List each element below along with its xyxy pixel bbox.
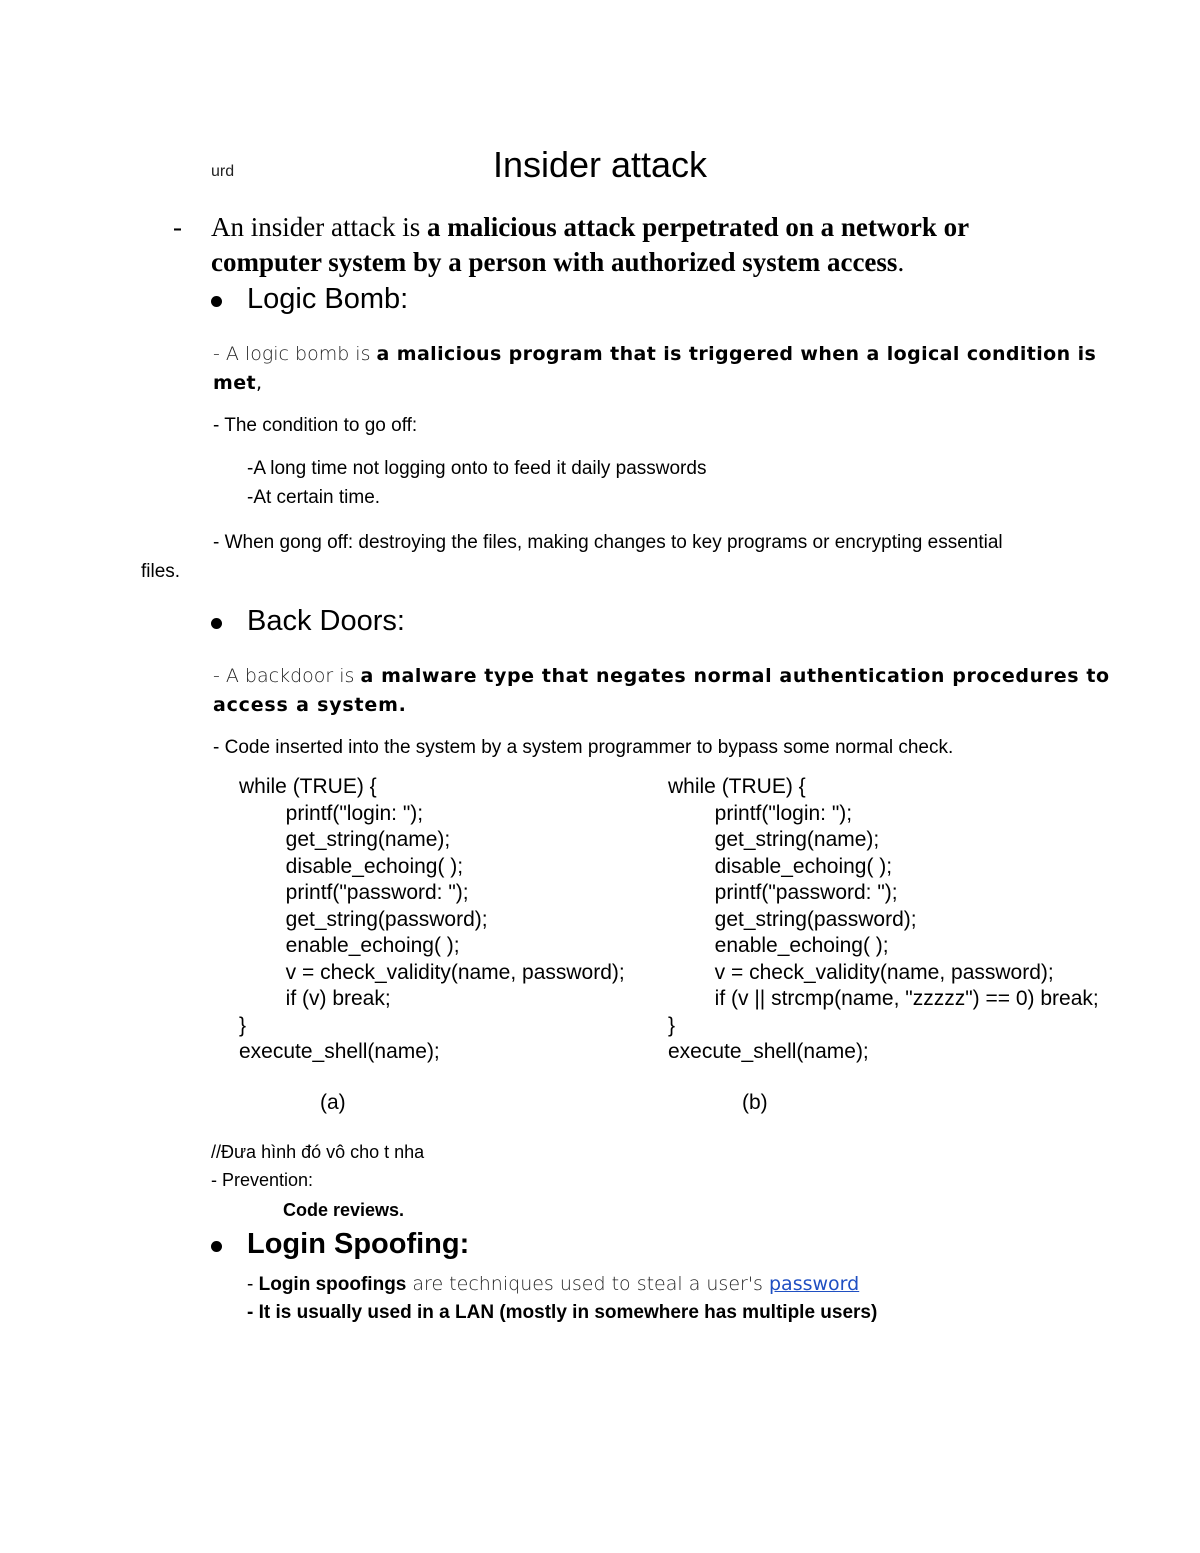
prevention-item: Code reviews. bbox=[283, 1200, 405, 1220]
code-line: printf("password: "); bbox=[239, 881, 469, 904]
logic-bomb-def-bold-2: met bbox=[213, 372, 256, 394]
when-line-2: files. bbox=[141, 561, 181, 582]
header-mark: urd bbox=[211, 163, 235, 180]
logic-bomb-def-line-2 bbox=[213, 372, 262, 394]
code-note: - Code inserted into the system by a system programmer to bypass some normal check. bbox=[213, 737, 954, 758]
code-line: get_string(name); bbox=[668, 828, 880, 851]
login-dash: - bbox=[247, 1274, 259, 1295]
code-block-b bbox=[668, 774, 1099, 1066]
page-title: Insider attack bbox=[492, 144, 708, 185]
back-doors-def-bold-2: access a system bbox=[213, 694, 399, 716]
code-line: printf("login: "); bbox=[239, 801, 424, 825]
prevention-label: - Prevention: bbox=[211, 1170, 314, 1190]
code-line: execute_shell(name); bbox=[239, 1040, 440, 1063]
condition-label: - The condition to go off: bbox=[213, 415, 418, 436]
code-line: disable_echoing( ); bbox=[239, 854, 464, 878]
login-spoofing-line-2: - It is usually used in a LAN (mostly in somewhere has multiple users) bbox=[247, 1302, 878, 1323]
back-doors-def-end: . bbox=[398, 694, 406, 716]
login-spoofing-line-1 bbox=[247, 1273, 859, 1296]
caption-b: (b) bbox=[742, 1091, 768, 1114]
back-doors-def-line-2 bbox=[213, 694, 406, 716]
logic-bomb-def-bold-1: a malicious program that is triggered when a logical condition is bbox=[376, 343, 1097, 365]
code-line: disable_echoing( ); bbox=[668, 854, 893, 878]
code-line: } bbox=[668, 1013, 676, 1037]
code-line: while (TRUE) { bbox=[239, 775, 377, 798]
password-link[interactable]: password bbox=[769, 1273, 860, 1295]
code-line: v = check_validity(name, password); bbox=[239, 960, 625, 984]
back-doors-heading: Back Doors: bbox=[247, 605, 405, 637]
back-doors-def-line-1 bbox=[213, 665, 1110, 688]
intro-end: . bbox=[897, 247, 905, 277]
code-line: get_string(password); bbox=[239, 907, 488, 931]
intro-line-2 bbox=[211, 247, 904, 278]
code-line: enable_echoing( ); bbox=[239, 934, 460, 957]
code-line: while (TRUE) { bbox=[668, 775, 806, 798]
intro-line-1 bbox=[211, 212, 969, 243]
code-line: execute_shell(name); bbox=[668, 1040, 869, 1063]
bullet-icon bbox=[211, 618, 222, 629]
code-line: get_string(name); bbox=[239, 828, 451, 851]
comment-line: //Đưa hình đó vô cho t nha bbox=[211, 1142, 425, 1162]
condition-item: -At certain time. bbox=[247, 487, 381, 508]
intro-bold-1: a malicious attack perpetrated on a network or bbox=[426, 212, 970, 242]
code-line: } bbox=[239, 1013, 247, 1037]
login-spoofing-text: are techniques used to steal a user's bbox=[406, 1273, 769, 1295]
back-doors-def-bold-1: a malware type that negates normal authentication procedures to bbox=[360, 665, 1110, 687]
code-line: printf("login: "); bbox=[668, 801, 853, 825]
code-line: enable_echoing( ); bbox=[668, 934, 889, 957]
code-line: if (v || strcmp(name, "zzzzz") == 0) break; bbox=[668, 987, 1099, 1010]
code-line: if (v) break; bbox=[239, 987, 391, 1010]
code-line: get_string(password); bbox=[668, 907, 917, 931]
code-line: v = check_validity(name, password); bbox=[668, 960, 1054, 984]
intro-lead: An insider attack is bbox=[211, 212, 427, 242]
logic-bomb-heading: Logic Bomb: bbox=[247, 283, 409, 315]
code-line: printf("password: "); bbox=[668, 881, 898, 904]
bullet-icon bbox=[211, 1241, 222, 1252]
back-doors-def-lead: - A backdoor is bbox=[213, 665, 361, 687]
intro-bold-2: computer system by a person with authorized system access bbox=[211, 247, 898, 277]
login-spoofings-term: Login spoofings bbox=[258, 1274, 407, 1295]
logic-bomb-def-line-1 bbox=[213, 343, 1096, 366]
logic-bomb-def-end: , bbox=[255, 372, 263, 394]
when-line-1: - When gong off: destroying the files, making changes to key programs or encrypting essential bbox=[213, 532, 1003, 553]
condition-item: -A long time not logging onto to feed it daily passwords bbox=[247, 458, 707, 479]
code-block-a bbox=[239, 774, 625, 1066]
caption-a: (a) bbox=[320, 1091, 346, 1114]
intro-dash: - bbox=[173, 212, 182, 242]
bullet-icon bbox=[211, 296, 222, 307]
login-spoofing-heading: Login Spoofing: bbox=[247, 1228, 470, 1260]
logic-bomb-def-lead: - A logic bomb is bbox=[213, 343, 377, 365]
